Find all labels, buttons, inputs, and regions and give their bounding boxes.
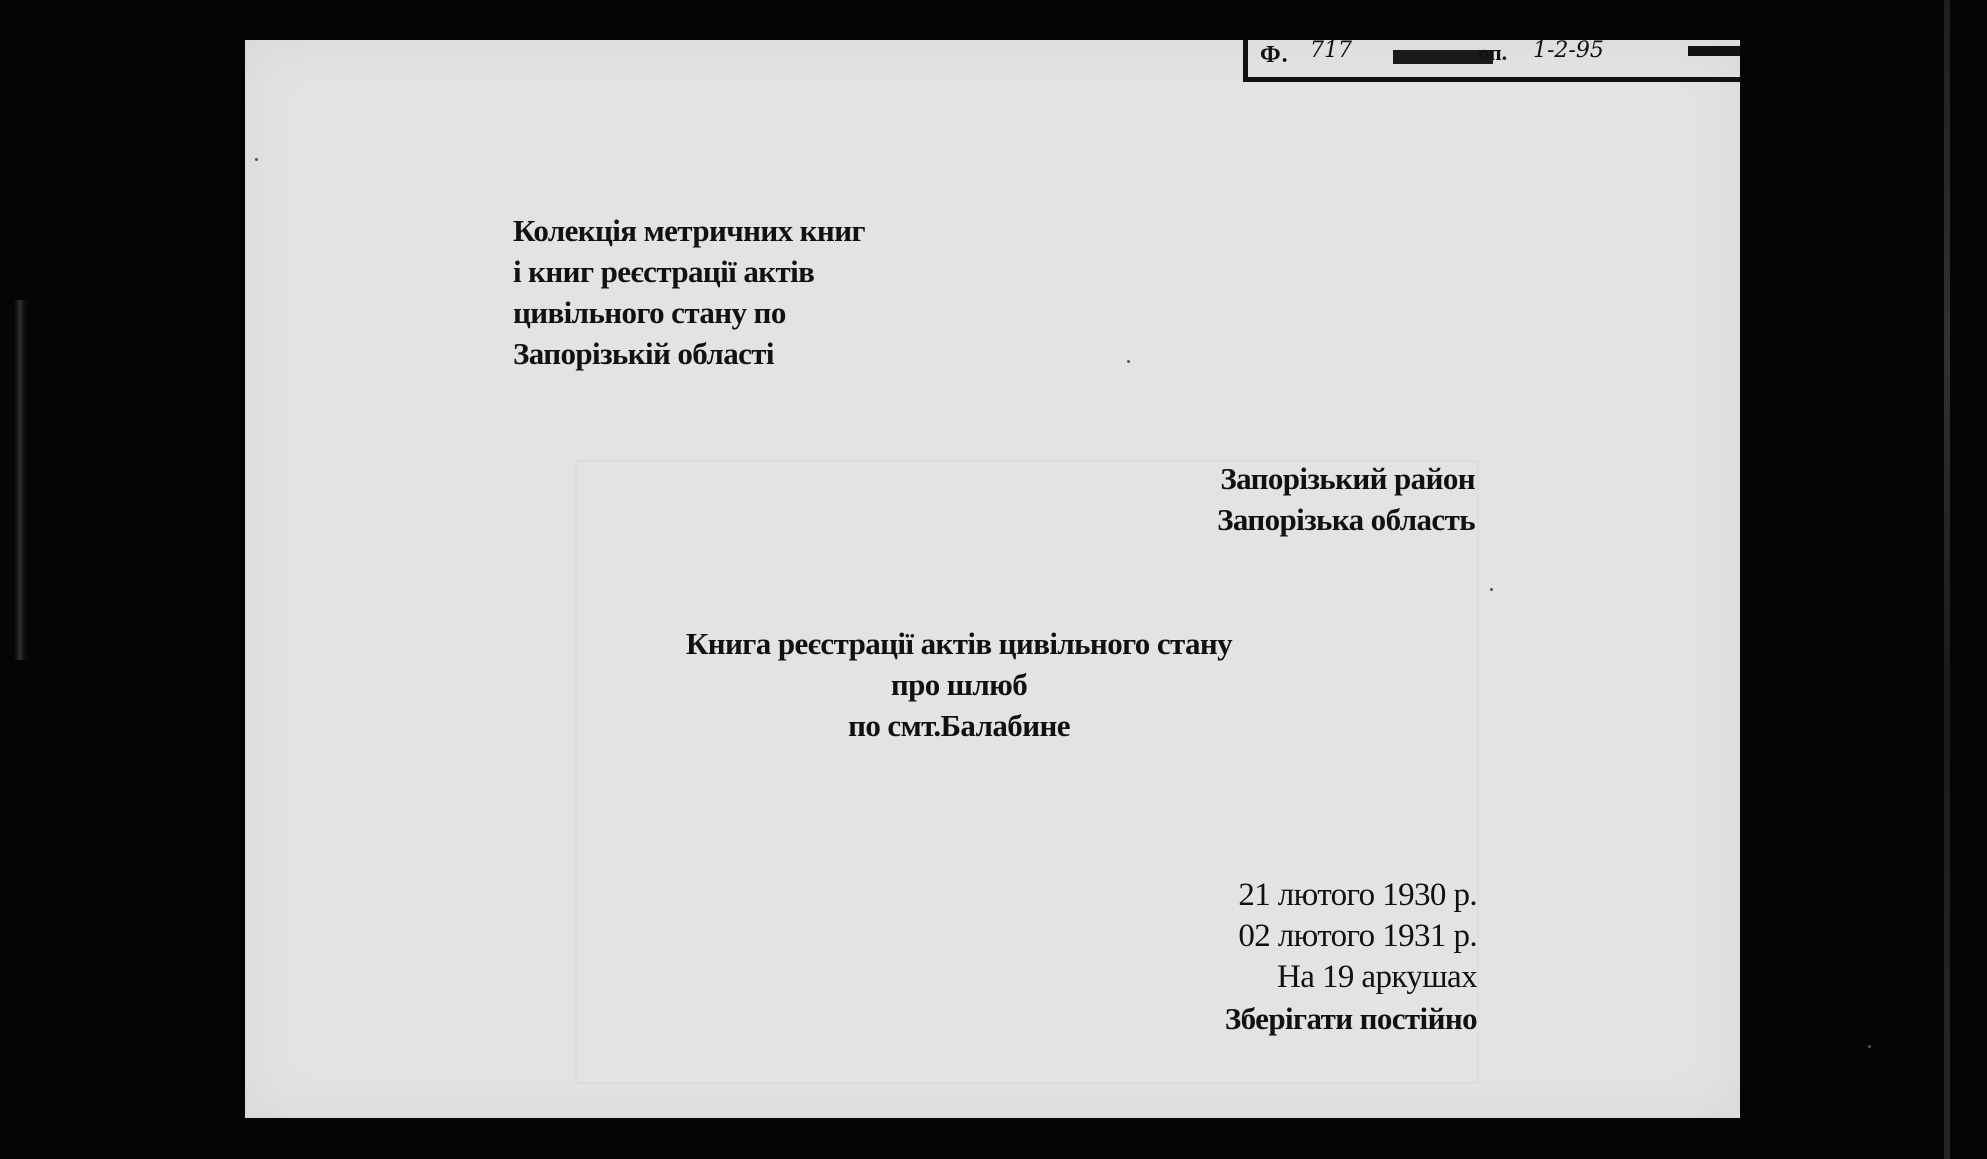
film-edge-right [1944,0,1950,1159]
end-date: 02 лютого 1931 р. [1238,918,1477,954]
start-date: 21 лютого 1930 р. [1238,877,1477,913]
stamp-opys-value: 1-2-95 [1533,40,1604,63]
collection-line: Колекція метричних книг [513,213,865,248]
document-page [245,40,1740,1118]
book-title-line: про шлюб [890,667,1028,702]
archive-stamp [1243,40,1740,82]
district-name: Запорізький район [1220,461,1475,496]
collection-line: Запорізькій області [513,336,774,371]
film-edge-left [14,300,28,660]
film-speck [1868,1045,1871,1048]
collection-line: і книг реєстрації актів [513,254,815,289]
book-title [545,623,1373,746]
stamp-fond-value: 717 [1310,40,1352,63]
book-title-line: Книга реєстрації актів цивільного стану [685,626,1233,661]
collection-line: цивільного стану по [513,295,786,330]
retention-note: Зберігати постійно [1224,1001,1477,1036]
stamp-ink-fill [1688,46,1740,56]
region-block [1005,458,1475,540]
oblast-name: Запорізька область [1217,502,1475,537]
details-block [1005,875,1477,1039]
stamp-opys-label: оп. [1478,40,1508,65]
paper-speck [1127,360,1130,363]
sheet-count: На 19 аркушах [1277,959,1477,995]
book-title-line: по смт.Балабине [848,708,1070,743]
stamp-fond-label: Ф. [1260,42,1289,68]
paper-speck [255,158,258,161]
paper-speck [1490,588,1493,591]
collection-heading [513,210,865,374]
